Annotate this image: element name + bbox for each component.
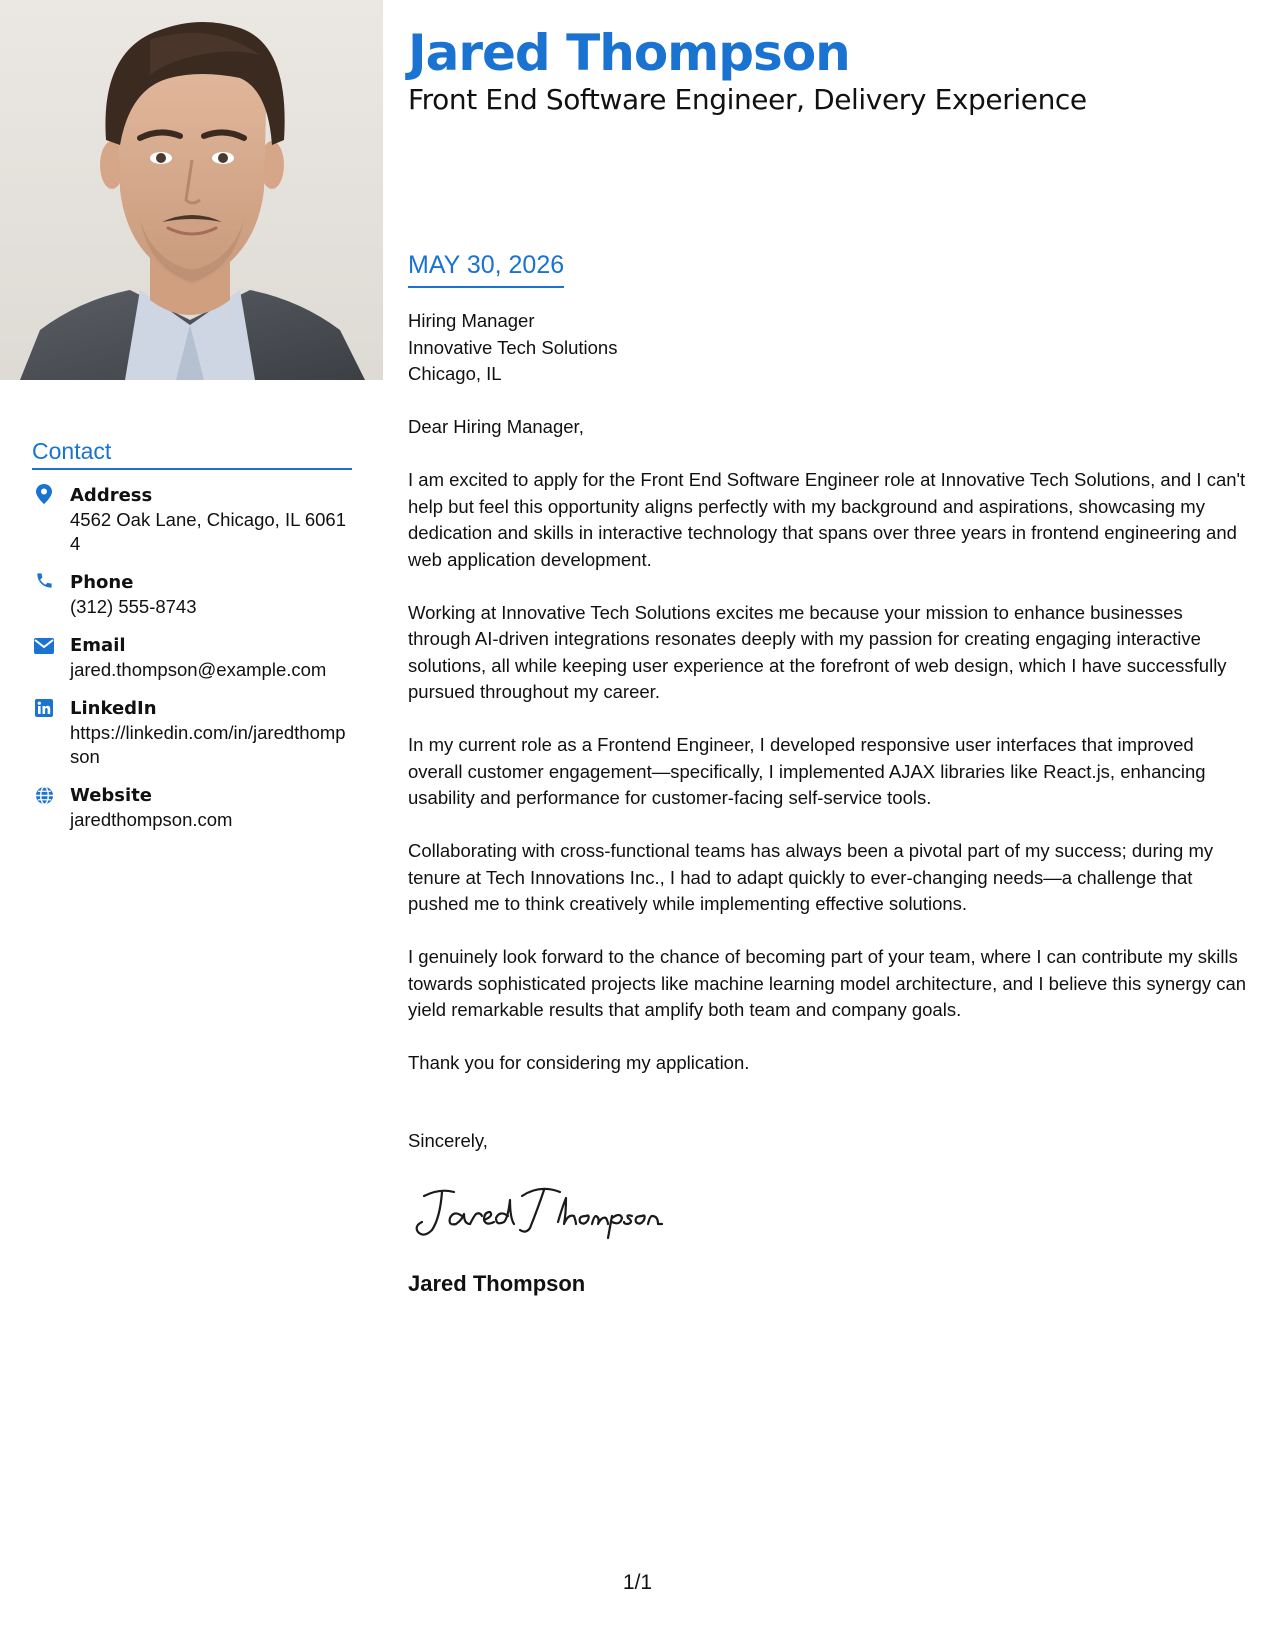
signer-name: Jared Thompson: [408, 1271, 586, 1296]
linkedin-icon: [32, 697, 56, 721]
contact-item-website: [32, 784, 352, 832]
contact-item-linkedin: [32, 697, 352, 769]
page-number: 1/1: [622, 1571, 653, 1594]
handwritten-signature: [410, 1178, 670, 1248]
contact-item-email: [32, 634, 352, 682]
letter-paragraph: Thank you for considering my application.: [408, 1052, 750, 1073]
address-value: 4562 Oak Lane, Chicago, IL 60614: [70, 509, 346, 554]
recipient-block: [408, 308, 617, 388]
letter-paragraph: Working at Innovative Tech Solutions excites me because your mission to enhance businesses through AI-driven integrations resonates deeply with my passion for creating engaging interactive solutions, all while keeping user experience at the forefront of web design, which I have successfully pursued throughout my career.: [408, 601, 1227, 702]
contact-item-address: [32, 484, 352, 556]
email-value: jared.thompson@example.com: [70, 659, 327, 680]
letter-paragraph: In my current role as a Frontend Engineer, I developed responsive user interfaces that improved overall customer engagement—specifically, I implemented AJAX libraries like React.js, enhancing usability and performance for customer-facing self-service tools.: [408, 734, 1206, 808]
closing: Sincerely,: [408, 1130, 488, 1151]
linkedin-value[interactable]: https://linkedin.com/in/jaredthompson: [70, 722, 346, 767]
applicant-name: Jared Thompson: [408, 24, 850, 82]
website-value[interactable]: jaredthompson.com: [70, 809, 233, 830]
recipient-line: Hiring Manager: [408, 310, 535, 331]
contact-label: Email: [70, 635, 126, 656]
job-title: Front End Software Engineer, Delivery Experience: [408, 83, 1087, 116]
contact-label: Address: [70, 485, 153, 506]
phone-icon: [32, 571, 56, 595]
salutation: Dear Hiring Manager,: [408, 416, 584, 437]
letter-paragraph: I genuinely look forward to the chance of becoming part of your team, where I can contribute my skills towards sophisticated projects like machine learning model architecture, and I believe this synergy can yield remarkable results that amplify both team and company goals.: [408, 946, 1247, 1020]
recipient-line: Innovative Tech Solutions: [408, 336, 618, 358]
envelope-icon: [32, 634, 56, 658]
letter-body: [408, 414, 1248, 1103]
phone-value: (312) 555-8743: [70, 596, 197, 617]
contact-item-phone: [32, 571, 352, 619]
contact-heading: Contact: [32, 438, 352, 470]
contact-label: Website: [70, 785, 153, 806]
sidebar: [32, 438, 352, 847]
location-pin-icon: [32, 484, 56, 508]
contact-label: Phone: [70, 572, 134, 593]
letter-paragraph: Collaborating with cross-functional teams has always been a pivotal part of my success; during my tenure at Tech Innovations Inc., I had to adapt quickly to ever-changing needs—a challenge that pushed me to think creatively while implementing effective solutions.: [408, 840, 1214, 914]
recipient-line: Chicago, IL: [408, 363, 502, 384]
contact-list: [32, 484, 352, 832]
contact-label: LinkedIn: [70, 698, 157, 719]
letter-paragraph: I am excited to apply for the Front End Software Engineer role at Innovative Tech Solutions, and I can't help but feel this opportunity aligns perfectly with my background and aspirations, showcasing my dedication and skills in interactive technology that spans over three years in frontend engineering and web application development.: [408, 469, 1246, 570]
profile-photo: [0, 0, 383, 380]
globe-icon: [32, 784, 56, 808]
letter-date: MAY 30, 2026: [408, 250, 564, 288]
